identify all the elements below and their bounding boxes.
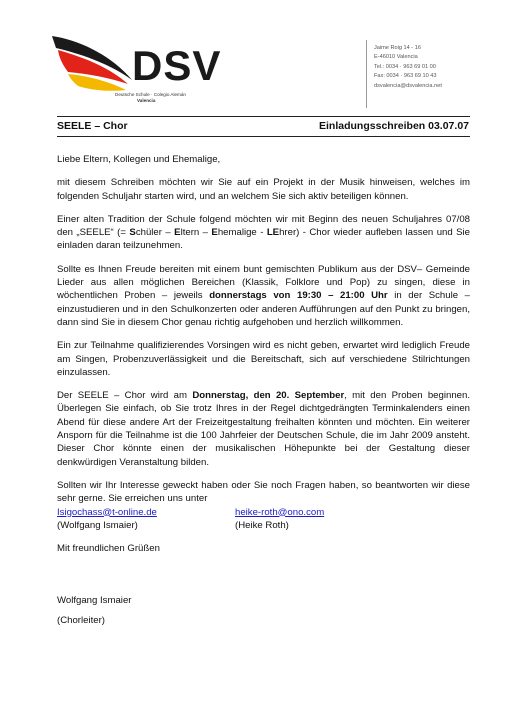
rehearsal-time: donnerstags von 19:30 – 21:00 Uhr bbox=[209, 290, 388, 302]
paragraph-rehearsals: Sollte es Ihnen Freude bereiten mit einem bunt gemischten Publikum aus der DSV– Gemeinde Lieder aus allen möglichen Bereichen (Klassik, Folklore und Pop) zu singen, diese in wöchentlichen Proben – jeweils donnerstags von 19:30 – 21:00 Uhr in der Schule – einzustudieren und in den Schulkonzerten oder anderen Aufführungen auf den Punkt zu bringen, dann sind Sie in diesem Chor genau richtig aufgehoben und herzlich willkommen. bbox=[57, 263, 470, 328]
contact-emails bbox=[57, 506, 470, 519]
paragraph-tradition: Einer alten Tradition der Schule folgend möchten wir mit Beginn des neuen Schuljahres 07/08 den „SEELE“ (= Schüler – Eltern – Ehemalige - LEhrer) - Chor wieder aufleben lassen und Sie einladen daran teilzunehmen. bbox=[57, 213, 470, 252]
signature-name: Wolfgang Ismaier bbox=[57, 595, 132, 607]
header-rule-top bbox=[57, 116, 470, 117]
address-divider bbox=[366, 40, 367, 108]
closing: Mit freundlichen Grüßen bbox=[57, 543, 160, 555]
paragraph-intro: mit diesem Schreiben möchten wir Sie auf ein Projekt in der Musik hinweisen, welches im folgenden Schuljahr starten wird, und an welchem Sie sich aktiv beteiligen können. bbox=[57, 177, 470, 202]
start-date: Donnerstag, den 20. September bbox=[192, 390, 345, 402]
letter-body bbox=[57, 153, 470, 627]
contact-name-roth: (Heike Roth) bbox=[235, 519, 289, 531]
header-rule-bottom bbox=[57, 136, 470, 137]
email-link-ismaier[interactable]: Isigochass@t-online.de bbox=[57, 506, 157, 518]
logo-city: Valencia bbox=[137, 98, 156, 103]
address-line: Fax: 0034 · 963 69 10 43 bbox=[374, 73, 437, 80]
document-subject: SEELE – Chor bbox=[57, 120, 128, 132]
address-block bbox=[374, 44, 442, 91]
address-email: dsvalencia@dsvalencia.net bbox=[374, 82, 442, 89]
address-line: Jaime Roig 14 - 16 bbox=[374, 45, 421, 51]
address-line: Tel.: 0034 · 963 69 01 00 bbox=[374, 63, 436, 70]
address-line: E-46010 Valencia bbox=[374, 54, 418, 61]
signature-role: (Chorleiter) bbox=[57, 614, 105, 626]
email-link-roth[interactable]: heike-roth@ono.com bbox=[235, 506, 325, 518]
greeting: Liebe Eltern, Kollegen und Ehemalige, bbox=[57, 154, 221, 165]
document-title: Einladungsschreiben 03.07.07 bbox=[319, 120, 469, 132]
contact-name-ismaier: (Wolfgang Ismaier) bbox=[57, 519, 138, 531]
paragraph-requirements: Ein zur Teilnahme qualifizierendes Vorsingen wird es nicht geben, erwartet wird lediglich Freude am Singen, Probenzuverlässigkeit und die Bereitschaft, sich auf verschiedene Stilrichtungen einzulassen. bbox=[57, 340, 470, 378]
contact-names bbox=[57, 519, 470, 532]
logo-subline: Deutsche Schule · Colegio Alemán bbox=[115, 92, 186, 97]
paragraph-start-date: Der SEELE – Chor wird am Donnerstag, den 20. September, mit den Proben beginnen. Überlegen Sie einfach, ob Sie trotz Ihres in der Regel dichtgedrängten Terminkalenders einen Abend für diese andere Art der Freizeitgestaltung freihalten könnten und möchten. Ein weiterer Ansporn für die Teilnahme ist die 100 Jahrfeier der Deutschen Schule, die im Jahr 2009 ansteht. Dieser Chor könnte einen der musikalischen Höhepunkte bei der Gestaltung dieser denkwürdigen Veranstaltung bilden. bbox=[57, 390, 470, 468]
paragraph-contact: Sollten wir Ihr Interesse geweckt haben oder Sie noch Fragen haben, so beantworten wir diese sehr gerne. Sie erreichen uns unter bbox=[57, 479, 470, 505]
logo-brand-text: DSV bbox=[132, 42, 222, 89]
